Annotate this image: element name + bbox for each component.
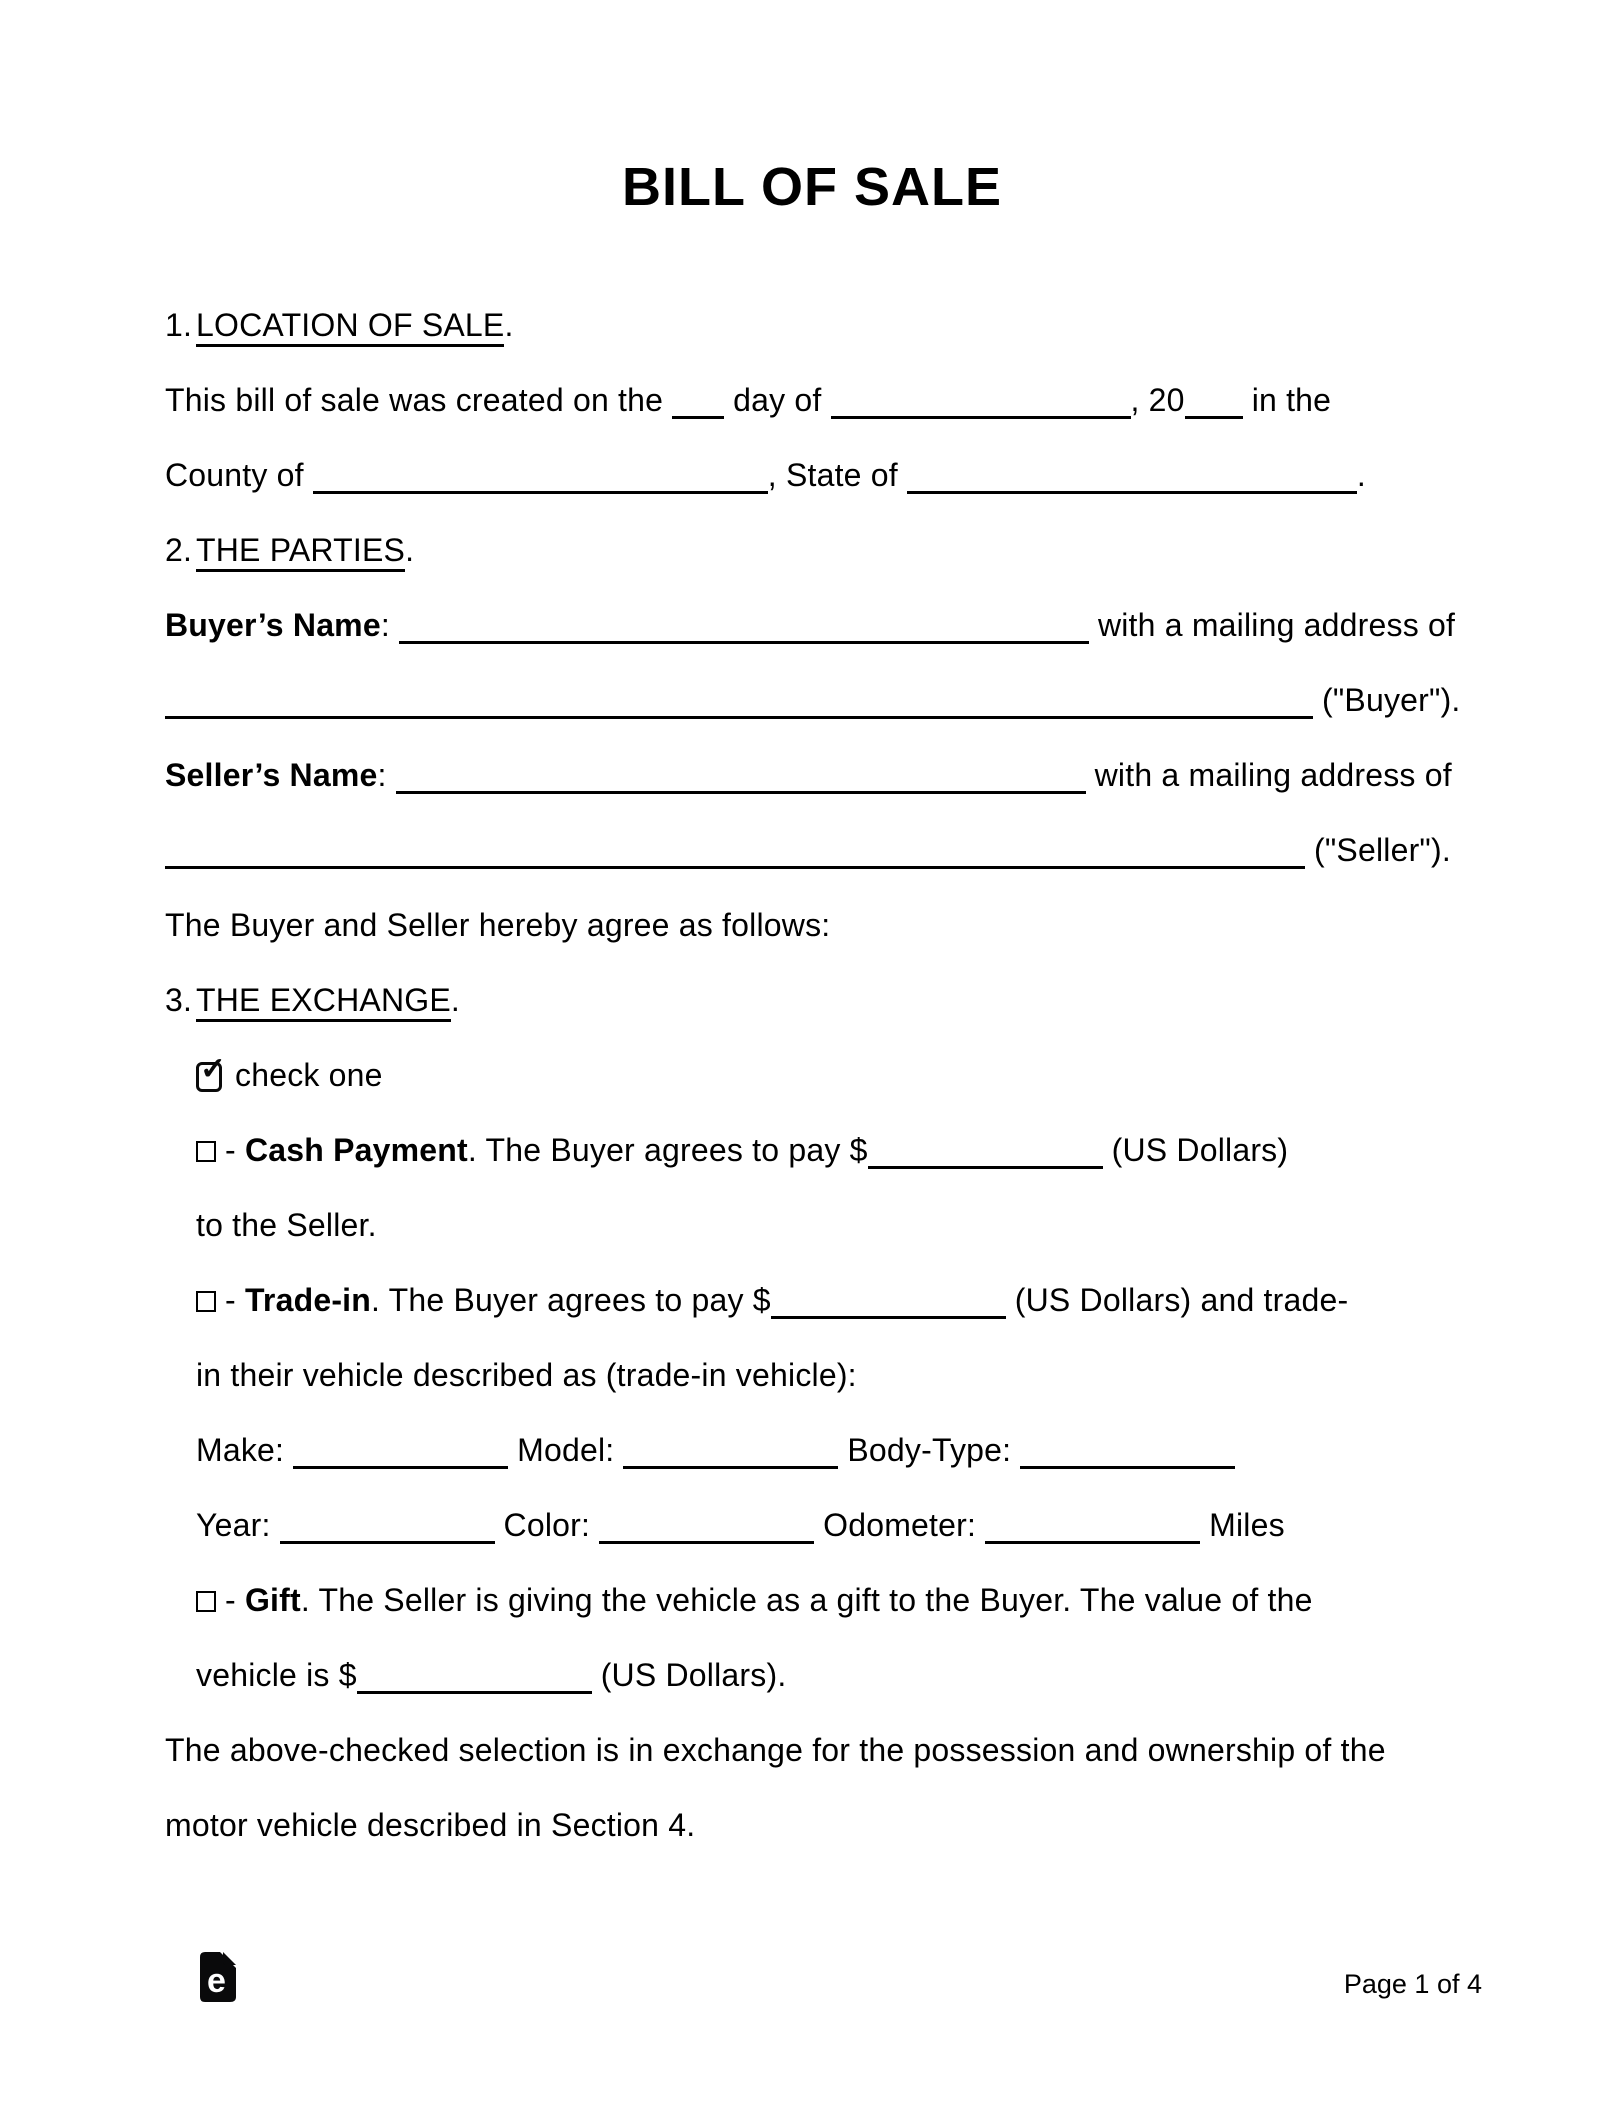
section-2-suffix: . xyxy=(405,532,415,568)
gift-value-text: vehicle is $ xyxy=(196,1657,357,1693)
year-label: Year: xyxy=(196,1507,271,1543)
gift-line xyxy=(165,1563,1564,1638)
cash-continue-text: to the Seller. xyxy=(196,1207,377,1243)
cash-continue-line xyxy=(165,1188,1564,1263)
day-blank[interactable] xyxy=(672,376,724,419)
seller-colon: : xyxy=(377,757,387,793)
closing-line-2 xyxy=(165,1788,1564,1863)
gift-text: . The Seller is giving the vehicle as a gift to the Buyer. The value of the xyxy=(300,1582,1313,1618)
document-body xyxy=(165,288,1564,1863)
buyer-paren: ("Buyer"). xyxy=(1322,682,1461,718)
gift-amount-blank[interactable] xyxy=(357,1651,592,1694)
trade-in-label: Trade-in xyxy=(244,1282,372,1318)
gift-continue-line xyxy=(165,1638,1564,1713)
miles-label: Miles xyxy=(1209,1507,1285,1543)
model-blank[interactable] xyxy=(623,1426,838,1469)
section-1-heading xyxy=(165,288,1564,363)
month-blank[interactable] xyxy=(831,376,1131,419)
section-1-number: 1. xyxy=(165,307,193,343)
state-label: , State of xyxy=(767,457,898,493)
body-type-blank[interactable] xyxy=(1020,1426,1235,1469)
eforms-logo-icon xyxy=(199,1951,237,2003)
cash-text: . The Buyer agrees to pay $ xyxy=(467,1132,868,1168)
trade-tail-text: (US Dollars) and trade- xyxy=(1014,1282,1349,1318)
seller-name-label: Seller’s Name xyxy=(165,757,378,793)
check-one-label: check one xyxy=(235,1057,383,1093)
section-3-number: 3. xyxy=(165,982,193,1018)
vehicle-row-2 xyxy=(165,1488,1564,1563)
trade-continue-line xyxy=(165,1338,1564,1413)
cash-label: Cash Payment xyxy=(244,1132,468,1168)
buyer-name-blank[interactable] xyxy=(399,601,1089,644)
agreement-line xyxy=(165,888,1564,963)
body-type-label: Body-Type: xyxy=(847,1432,1012,1468)
section-1-title: LOCATION OF SALE xyxy=(196,307,504,347)
cash-checkbox[interactable] xyxy=(196,1141,216,1162)
buyer-address-blank[interactable] xyxy=(165,676,1313,719)
location-text-1d: in the xyxy=(1251,382,1332,418)
location-period: . xyxy=(1356,457,1366,493)
seller-address-blank[interactable] xyxy=(165,826,1305,869)
state-blank[interactable] xyxy=(907,451,1357,494)
seller-name-blank[interactable] xyxy=(396,751,1086,794)
cash-amount-blank[interactable] xyxy=(868,1126,1103,1169)
cash-payment-line xyxy=(165,1113,1564,1188)
trade-in-checkbox[interactable] xyxy=(196,1291,216,1312)
seller-address-line xyxy=(165,813,1564,888)
location-text-1c: , 20 xyxy=(1130,382,1185,418)
section-3-suffix: . xyxy=(450,982,460,1018)
make-blank[interactable] xyxy=(293,1426,508,1469)
odometer-blank[interactable] xyxy=(985,1501,1200,1544)
checked-checkbox-icon[interactable] xyxy=(196,1062,222,1092)
county-label: County of xyxy=(165,457,304,493)
buyer-name-label: Buyer’s Name xyxy=(165,607,381,643)
location-text-1b: day of xyxy=(733,382,822,418)
odometer-label: Odometer: xyxy=(823,1507,977,1543)
section-3-title: THE EXCHANGE xyxy=(196,982,451,1022)
color-label: Color: xyxy=(503,1507,591,1543)
check-one-line xyxy=(165,1038,1564,1113)
logo-letter: e xyxy=(207,1962,226,2000)
gift-checkbox[interactable] xyxy=(196,1591,216,1612)
section-2-heading xyxy=(165,513,1564,588)
section-3-heading xyxy=(165,963,1564,1038)
closing-text-2: motor vehicle described in Section 4. xyxy=(165,1807,696,1843)
gift-dash: - xyxy=(225,1582,245,1618)
county-blank[interactable] xyxy=(313,451,768,494)
cash-usd: (US Dollars) xyxy=(1111,1132,1289,1168)
gift-label: Gift xyxy=(244,1582,301,1618)
buyer-address-line xyxy=(165,663,1564,738)
page-number: Page 1 of 4 xyxy=(1343,1969,1482,1999)
section-2-number: 2. xyxy=(165,532,193,568)
closing-line-1 xyxy=(165,1713,1564,1788)
vehicle-year-blank[interactable] xyxy=(280,1501,495,1544)
gift-usd: (US Dollars). xyxy=(600,1657,787,1693)
buyer-colon: : xyxy=(380,607,390,643)
year-blank[interactable] xyxy=(1185,376,1243,419)
location-line-1 xyxy=(165,363,1564,438)
section-2-title: THE PARTIES xyxy=(196,532,405,572)
trade-text: . The Buyer agrees to pay $ xyxy=(371,1282,771,1318)
seller-paren: ("Seller"). xyxy=(1314,832,1451,868)
buyer-name-line xyxy=(165,588,1564,663)
seller-mailing-text: with a mailing address of xyxy=(1094,757,1452,793)
buyer-mailing-text: with a mailing address of xyxy=(1097,607,1456,643)
vehicle-row-1 xyxy=(165,1413,1564,1488)
agreement-text: The Buyer and Seller hereby agree as follows: xyxy=(165,907,831,943)
seller-name-line xyxy=(165,738,1564,813)
make-label: Make: xyxy=(196,1432,285,1468)
model-label: Model: xyxy=(517,1432,615,1468)
section-1-suffix: . xyxy=(504,307,514,343)
location-line-2 xyxy=(165,438,1564,513)
trade-amount-blank[interactable] xyxy=(771,1276,1006,1319)
trade-dash: - xyxy=(225,1282,245,1318)
cash-dash: - xyxy=(225,1132,245,1168)
trade-in-line xyxy=(165,1263,1564,1338)
document-title: BILL OF SALE xyxy=(621,157,1002,217)
trade-continue-text: in their vehicle described as (trade-in vehicle): xyxy=(196,1357,857,1393)
closing-text-1: The above-checked selection is in exchange for the possession and ownership of the xyxy=(165,1732,1386,1768)
location-text-1a: This bill of sale was created on the xyxy=(165,382,664,418)
color-blank[interactable] xyxy=(599,1501,814,1544)
